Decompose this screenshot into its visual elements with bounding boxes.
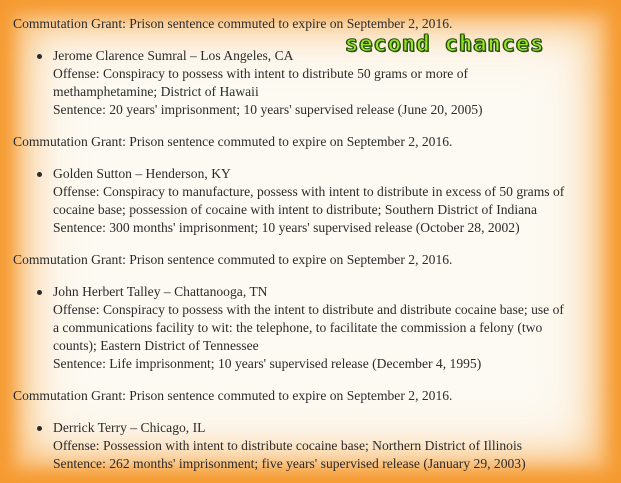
person-name: John Herbert Talley – Chattanooga, TN <box>53 284 268 299</box>
commutation-list <box>13 15 613 483</box>
offense-line: Offense: Conspiracy to manufacture, possess with intent to distribute in excess of 50 grams of <box>53 184 565 199</box>
offense-line: counts); Eastern District of Tennessee <box>53 338 259 353</box>
grant-text: Commutation Grant: Prison sentence commuted to expire on September 2, 2016. <box>13 134 453 149</box>
list-item <box>13 419 613 473</box>
person-name: Jerome Clarence Sumral – Los Angeles, CA <box>53 48 294 63</box>
sentence-line: Sentence: 300 months' imprisonment; 10 years' supervised release (October 28, 2002) <box>53 220 520 235</box>
offense-line: Offense: Conspiracy to possess with the intent to distribute and distribute cocaine base; use of <box>53 302 564 317</box>
list-item <box>13 165 613 237</box>
bullet-icon <box>37 54 42 59</box>
offense-line: Offense: Possession with intent to distribute cocaine base; Northern District of Illinois <box>53 438 523 453</box>
list-item <box>13 283 613 373</box>
bullet-icon <box>37 290 42 295</box>
grant-text: Commutation Grant: Prison sentence commuted to expire on September 2, 2016. <box>13 252 453 267</box>
person-name: Derrick Terry – Chicago, IL <box>53 420 206 435</box>
sentence-line: Sentence: 262 months' imprisonment; five years' supervised release (January 29, 2003) <box>53 456 526 471</box>
grant-text: Commutation Grant: Prison sentence commuted to expire on September 2, 2016. <box>13 388 453 403</box>
second-chances-stamp: second chances <box>345 32 545 57</box>
sentence-line: Sentence: 20 years' imprisonment; 10 years' supervised release (June 20, 2005) <box>53 102 483 117</box>
offense-line: methamphetamine; District of Hawaii <box>53 84 259 99</box>
offense-line: a communications facility to wit: the telephone, to facilitate the commission a felony (two <box>53 320 543 335</box>
offense-line: Offense: Conspiracy to possess with intent to distribute 50 grams or more of <box>53 66 469 81</box>
grant-text: Commutation Grant: Prison sentence commuted to expire on September 2, 2016. <box>13 16 453 31</box>
offense-line: cocaine base; possession of cocaine with intent to distribute; Southern District of Indiana <box>53 202 537 217</box>
list-item <box>13 47 613 119</box>
bullet-icon <box>37 426 42 431</box>
sentence-line: Sentence: Life imprisonment; 10 years' supervised release (December 4, 1995) <box>53 356 482 371</box>
bullet-icon <box>37 172 42 177</box>
person-name: Golden Sutton – Henderson, KY <box>53 166 231 181</box>
